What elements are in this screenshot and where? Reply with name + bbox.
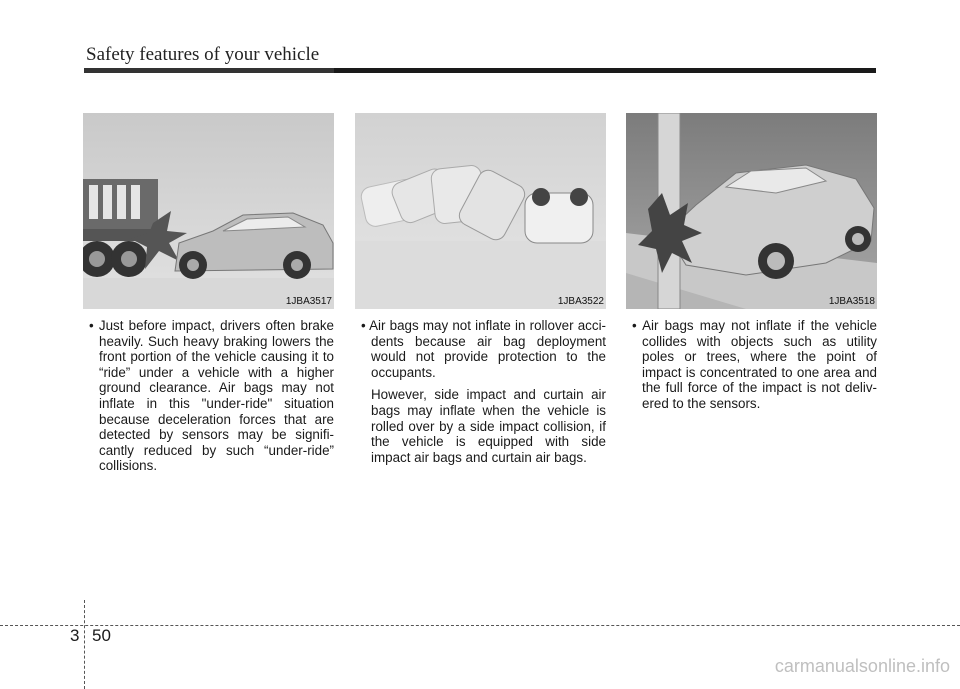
bullet-under-ride: • Just before impact, drivers often brake heavily. Such heavy braking lowers the front portion of the vehicle causing it to “ride” under a vehicle with a higher ground clearance. Air bags may not inflate in this "under-ride" situation because deceleration forces that are detected by sensors may be signifi-cantly reduced by such “under-ride” collisions. [89, 318, 334, 474]
footer-divider [84, 600, 85, 689]
page-header-title: Safety features of your vehicle [86, 44, 320, 65]
pole-impact-illustration [626, 113, 877, 309]
figure-code: 1JBA3522 [557, 296, 604, 307]
text-column-2 [355, 318, 606, 465]
bullet-rollover: • Air bags may not inflate in rollover acci-dents because air bag deployment would not provide protection to the occupants. [361, 318, 606, 380]
text-column-3 [626, 318, 877, 412]
watermark: carmanualsonline.info [774, 656, 950, 676]
rollover-illustration [355, 113, 606, 309]
chapter-number: 3 [70, 626, 80, 645]
bullet-pole-impact: • Air bags may not inflate if the vehicle collides with objects such as utility poles or trees, where the point of impact is concentrated to one area and the full force of the impact is not deliv-ered to the sensors. [632, 318, 877, 411]
figure-rollover [355, 113, 606, 309]
under-ride-illustration [83, 113, 334, 309]
rollover-side-impact-note: However, side impact and curtain air bags may inflate when the vehicle is rolled over by a side impact collision, if the vehicle is equipped with side impact air bags and curtain air bags. [371, 387, 606, 465]
text-column-1 [83, 318, 334, 474]
header-rule-accent [84, 68, 334, 73]
figure-code: 1JBA3517 [285, 296, 332, 307]
figure-code: 1JBA3518 [828, 296, 875, 307]
footer-rule [0, 625, 960, 626]
figure-under-ride [83, 113, 334, 309]
page-number: 50 [92, 626, 111, 645]
figure-pole-impact [626, 113, 877, 309]
